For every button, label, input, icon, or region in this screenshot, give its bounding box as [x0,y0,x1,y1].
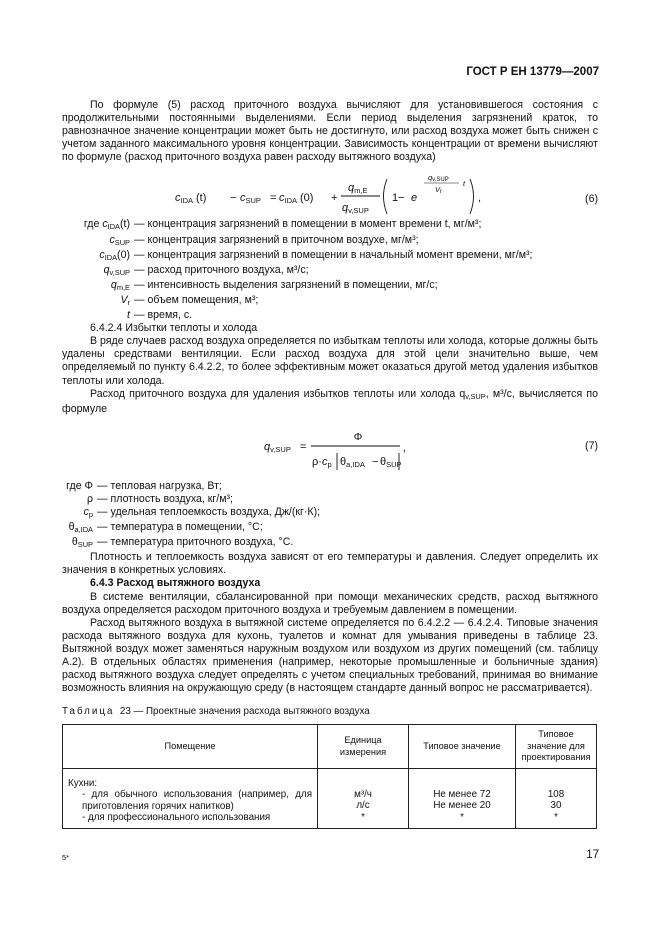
paragraph-density: Плотность и теплоемкость воздуха зависят от его температуры и давления. Следует определить их значения в конкретных условиях. [62,551,598,577]
formula-7-graphic [62,424,598,474]
paragraph-exhaust-values: Расход вытяжного воздуха в вытяжной системе определяется по 6.4.2.2 — 6.4.2.4. Типовые значения расхода вытяжного воздуха для кухонь, туалетов и комнат для умывания приведены в таблице 23. Вытяжной воздух может заменяться наружным воздухом или воздухом из других помещений (см. таблицу А.2). В отдельных областях применения (например, некоторые промышленные и больничные здания) расход вытяжного воздуха следует определять с учетом специальных требований, принимая во внимание возможность влияния на окружающую среду (в настоящем стандарте данный вопрос не рассматривается). [62,616,598,695]
definition-row: t — время, с. [127,309,193,322]
definition-row: $c_p$ — удельная теплоемкость воздуха, Дж/(кг·К); [83,505,321,519]
definition-row: $\theta_{SUP}$ — температура приточного воздуха, °С. [71,536,294,550]
exhaust-air-table [62,724,597,829]
heading-6-4-3: 6.4.3 Расход вытяжного воздуха [90,577,261,590]
svg-text:=: = [270,192,277,205]
column-header: Типовое значение [409,725,516,769]
svg-text:1−: 1− [392,192,405,205]
definition-row: где Φ — тепловая нагрузка, Вт; [66,479,222,492]
column-header: Типовое значение для проектирования [516,725,597,769]
svg-text:Φ: Φ [354,430,363,443]
unit-cell: м³/ч л/с * [318,768,409,828]
paragraph-heat-excess: В ряде случаев расход воздуха определяется по избыткам теплоты или холода, которые должны быть удалены средствами вентиляции. Если расход воздуха для этой цели значительно выше, чем определяемый по пункту 6.4.2.2, то более эффективным может оказаться другой метод удаления избытков теплоты или холода. [62,335,598,387]
formula-6 [62,164,598,218]
heading-6-4-2-4: 6.4.2.4 Избытки теплоты и холода [90,322,258,335]
svg-text:,: , [478,192,482,205]
typical-value-cell: Не менее 72 Не менее 20 * [409,768,516,828]
column-header: Единица измерения [318,725,409,769]
column-header: Помещение [63,725,318,769]
page-content [62,99,598,829]
table-caption: Таблица 23 — Проектные значения расхода вытяжного воздуха [62,706,370,718]
definition-row: $q_{m,E}$ — интенсивность выделения загрязнений в помещении, мг/с; [110,278,438,292]
svg-text:=: = [300,440,307,453]
definition-row: ρ — плотность воздуха, кг/м³; [86,492,233,505]
svg-text:cIDA(t): cIDA (t) [175,192,207,206]
svg-text:ρ·cp: ρ·cp [312,455,332,469]
definition-row: $q_{v,SUP}$ — расход приточного воздуха, м³/с; [103,263,309,277]
svg-text:+: + [331,192,338,205]
formula-6-definitions [62,218,598,322]
svg-text:t: t [463,179,466,189]
definition-row: $V_r$ — объем помещения, м³; [120,293,259,307]
svg-text:e: e [411,192,418,205]
svg-text:Vr: Vr [435,185,443,196]
formula-6-number: (6) [585,193,598,206]
svg-text:cSUP: cSUP [240,192,261,206]
svg-text:qv,SUP: qv,SUP [264,440,291,454]
svg-text:−: − [230,192,237,205]
table-header-row [63,725,597,769]
svg-text:cIDA(0): cIDA (0) [279,192,314,206]
svg-text:qv,SUP: qv,SUP [428,173,449,184]
definition-row: где $c_{IDA}(t)$ — концентрация загрязнений в помещении в момент времени t, мг/м³; [83,218,482,232]
paragraph-formula-7-intro: Расход приточного воздуха для удаления избытков теплоты или холода $q_{v,SUP}$, м³/с, вычисляется по формуле [62,387,598,415]
formula-6-graphic [62,164,598,218]
table-row [63,768,597,828]
formula-7 [62,424,598,474]
formula-7-definitions [62,480,598,551]
paragraph-balanced-system: В системе вентиляции, сбалансированной при помощи механических средств, расход вытяжного воздуха определяется расходом приточного воздуха и требуемым давлением в помещении. [62,590,598,616]
svg-text:−: − [372,455,379,468]
definition-row: $c_{SUP}$ — концентрация загрязнений в приточном воздухе, мг/м³; [109,233,419,247]
room-cell: Кухни: - для обычного использования (например, для приготовления горячих напитков) - для профессионального использования [63,768,318,828]
definition-row: $c_{IDA}(0)$ — концентрация загрязнений в помещении в начальный момент времени, мг/м³; [99,248,533,262]
page-number: 17 [586,849,599,861]
footer-signature-mark: 5* [62,853,70,862]
paragraph-intro: По формуле (5) расход приточного воздуха вычисляют для установившегося состояния с продолжительными постоянными выделениями. Если период выделения загрязнений краток, то равнозначное значение концентрации может быть не достигнуто, или расход воздуха может быть снижен с учетом заданного максимального уровня концентрации. Зависимость концентрации от времени вычисляют по формуле (расход приточного воздуха равен расходу вытяжного воздуха) [62,99,598,164]
document-header: ГОСТ Р ЕН 13779—2007 [466,66,599,78]
design-value-cell: 108 30 * [516,768,597,828]
svg-text:qm,E: qm,E [348,182,368,196]
svg-text:,: , [403,441,407,454]
svg-text:θa,IDA: θa,IDA [340,455,365,469]
svg-text:θSUP: θSUP [380,455,402,469]
formula-7-number: (7) [585,439,598,452]
svg-text:qv,SUP: qv,SUP [342,202,369,216]
definition-row: $\theta_{a,IDA}$ — температура в помещении, °С; [68,521,263,535]
